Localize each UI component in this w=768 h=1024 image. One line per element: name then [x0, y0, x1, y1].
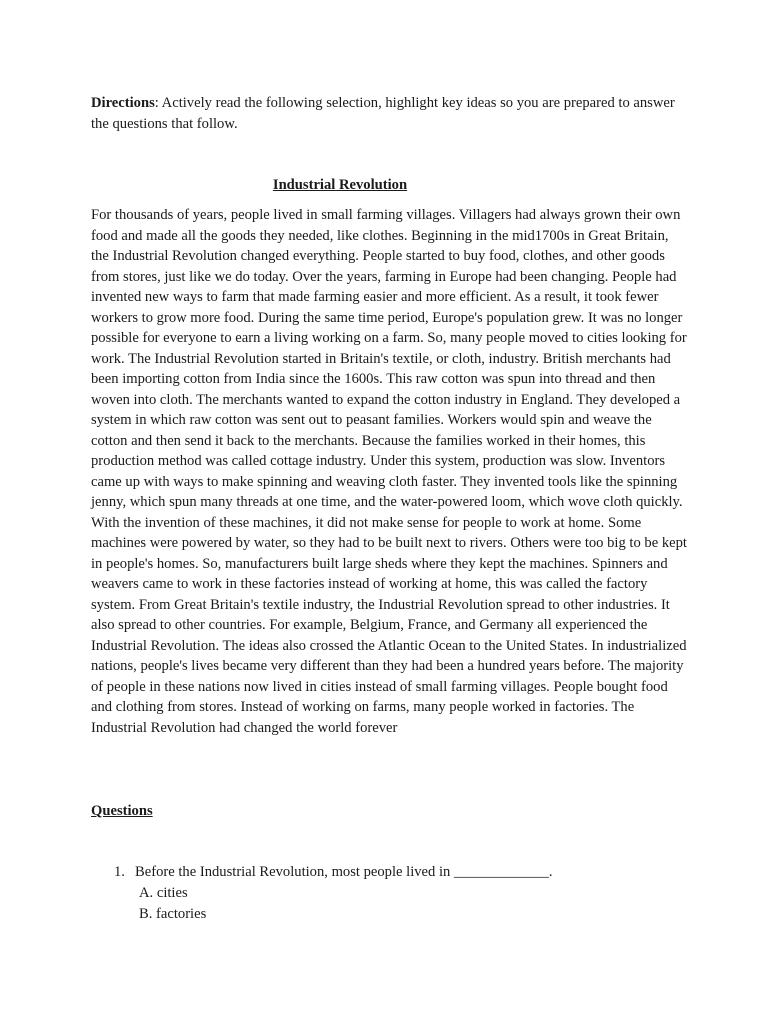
article-title: Industrial Revolution	[272, 177, 408, 193]
question-options	[139, 883, 206, 924]
directions-label: Directions	[91, 95, 155, 111]
directions-text: : Actively read the following selection, highlight key ideas so you are prepared to answer the questions that follow.	[91, 95, 675, 132]
option-b: B. factories	[139, 905, 207, 922]
question-text: Before the Industrial Revolution, most people lived in _____________.	[135, 864, 553, 880]
directions	[91, 93, 681, 134]
article-body: For thousands of years, people lived in small farming villages. Villagers had always grown their own food and made all the goods they needed, like clothes. Beginning in the mid1700s in Great Britain, the Industrial Revolution changed everything. People started to buy food, clothes, and other goods from stores, just like we do today. Over the years, farming in Europe had been changing. People had invented new ways to farm that made farming easier and more efficient. As a result, it took fewer workers to grow more food. During the same time period, Europe's population grew. It was no longer possible for everyone to earn a living working on a farm. So, many people moved to cities looking for work. The Industrial Revolution started in Britain's textile, or cloth, industry. British merchants had been importing cotton from India since the 1600s. This raw cotton was spun into thread and then woven into cloth. The merchants wanted to expand the cotton industry in England. They developed a system in which raw cotton was sent out to peasant families. Workers would spin and weave the cotton and then send it back to the merchants. Because the families worked in their homes, this production method was called cottage industry. Under this system, production was slow. Inventors came up with ways to make spinning and weaving cloth faster. They invented tools like the spinning jenny, which spun many threads at one time, and the water-powered loom, which wove cloth quickly. With the invention of these machines, it did not make sense for people to work at home. Some machines were powered by water, so they had to be built next to rivers. Others were too big to be kept in people's homes. So, manufacturers built large sheds where they kept the machines. Spinners and weavers came to work in these factories instead of working at home, this was called the factory system. From Great Britain's textile industry, the Industrial Revolution spread to other industries. It also spread to other countries. For example, Belgium, France, and Germany all experienced the Industrial Revolution. The ideas also crossed the Atlantic Ocean to the United States. In industrialized nations, people's lives became very different than they had been a hundred years before. The majority of people in these nations now lived in cities instead of small farming villages. People bought food and clothing from stores. Instead of working on farms, many people worked in factories. The Industrial Revolution had changed the world forever	[91, 207, 687, 736]
questions-heading: Questions	[91, 803, 153, 819]
option-a: A. cities	[139, 885, 188, 901]
question-item	[114, 862, 674, 883]
question-number: 1.	[114, 864, 125, 880]
